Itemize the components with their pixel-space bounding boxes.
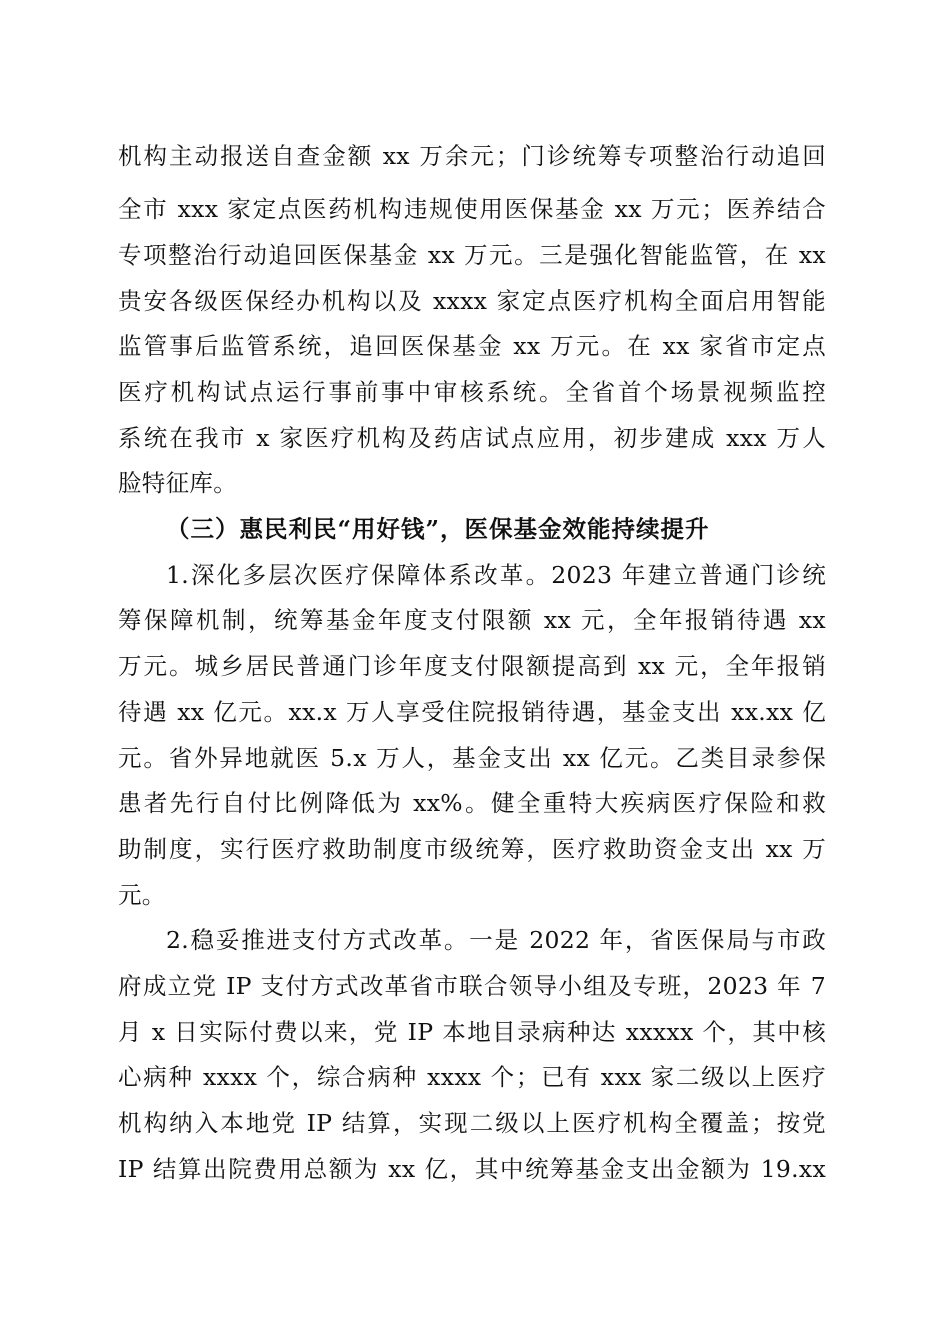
paragraph-line: 助制度，实行医疗救助制度市级统筹，医疗救助资金支出 xx 万 — [118, 835, 826, 863]
paragraph-line: 机构主动报送自查金额 xx 万余元；门诊统筹专项整治行动追回 — [118, 142, 826, 170]
paragraph-line: 系统在我市 x 家医疗机构及药店试点应用，初步建成 xxx 万人 — [118, 424, 826, 452]
paragraph-line: 心病种 xxxx 个，综合病种 xxxx 个；已有 xxx 家二级以上医疗 — [118, 1063, 826, 1091]
paragraph-line: 筹保障机制，统筹基金年度支付限额 xx 元，全年报销待遇 xx — [118, 606, 826, 634]
paragraph-line: 脸特征库。 — [118, 469, 237, 497]
paragraph-line: 万元。城乡居民普通门诊年度支付限额提高到 xx 元，全年报销 — [118, 652, 826, 680]
paragraph-line: 月 x 日实际付费以来，党 IP 本地目录病种达 xxxxx 个，其中核 — [118, 1018, 826, 1046]
paragraph-line: 监管事后监管系统，追回医保基金 xx 万元。在 xx 家省市定点 — [118, 332, 826, 360]
paragraph-line: IP 结算出院费用总额为 xx 亿，其中统筹基金支出金额为 19.xx — [118, 1155, 826, 1183]
section-heading: （三）惠民利民“用好钱”，医保基金效能持续提升 — [166, 515, 710, 543]
paragraph-line: 贵安各级医保经办机构以及 xxxx 家定点医疗机构全面启用智能 — [118, 287, 826, 315]
item-2-first-line: 2.稳妥推进支付方式改革。一是 2022 年，省医保局与市政 — [166, 926, 826, 954]
item-1-first-line: 1.深化多层次医疗保障体系改革。2023 年建立普通门诊统 — [166, 561, 826, 589]
paragraph-line: 元。 — [118, 881, 166, 909]
paragraph-line: 患者先行自付比例降低为 xx%。健全重特大疾病医疗保险和救 — [118, 789, 826, 817]
paragraph-line: 待遇 xx 亿元。xx.x 万人享受住院报销待遇，基金支出 xx.xx 亿 — [118, 698, 826, 726]
paragraph-line: 医疗机构试点运行事前事中审核系统。全省首个场景视频监控 — [118, 378, 826, 406]
paragraph-line: 全市 xxx 家定点医药机构违规使用医保基金 xx 万元；医养结合 — [118, 195, 826, 223]
paragraph-line: 机构纳入本地党 IP 结算，实现二级以上医疗机构全覆盖；按党 — [118, 1109, 826, 1137]
paragraph-line: 元。省外异地就医 5.x 万人，基金支出 xx 亿元。乙类目录参保 — [118, 744, 826, 772]
paragraph-line: 专项整治行动追回医保基金 xx 万元。三是强化智能监管，在 xx — [118, 241, 826, 269]
paragraph-line: 府成立党 IP 支付方式改革省市联合领导小组及专班，2023 年 7 — [118, 972, 826, 1000]
